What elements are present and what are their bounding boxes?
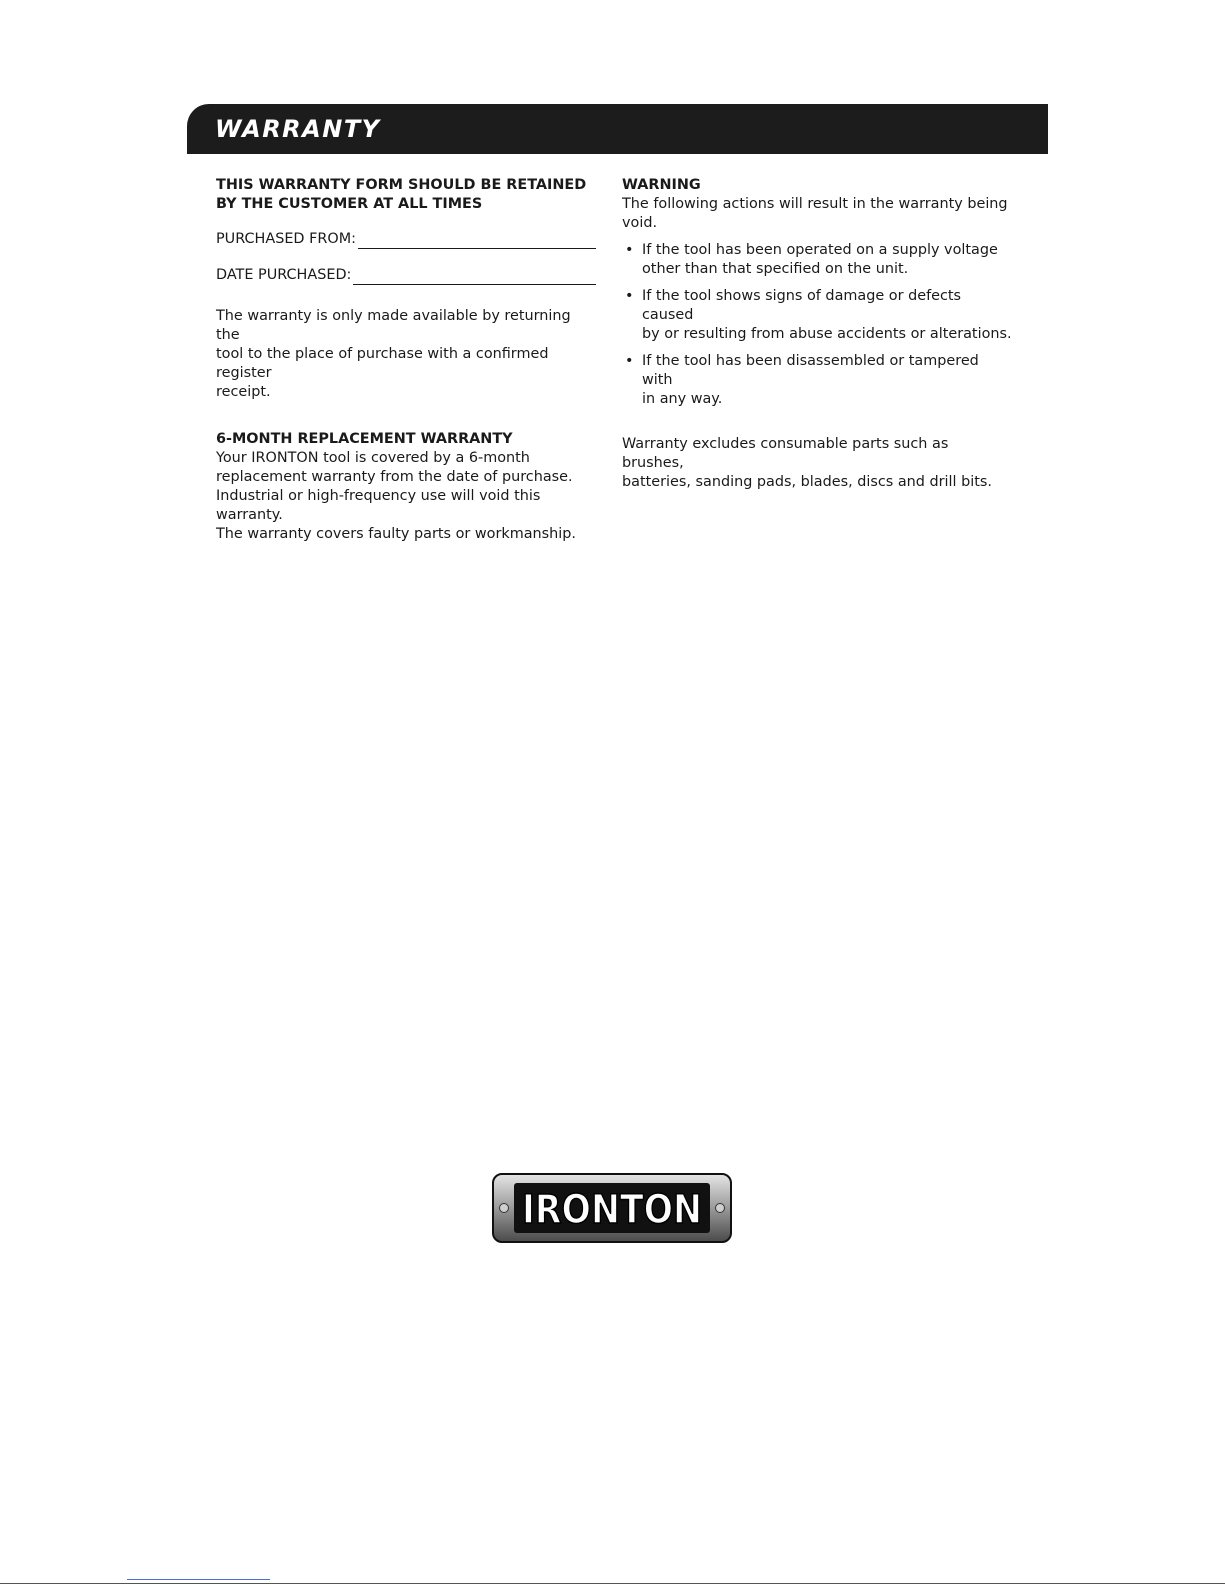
bullet-icon: • xyxy=(625,242,634,258)
ironton-logo-icon xyxy=(492,1173,732,1243)
bullet-icon: • xyxy=(625,288,634,304)
rivet-icon xyxy=(716,1204,725,1213)
retain-heading-line-1: THIS WARRANTY FORM SHOULD BE RETAINED xyxy=(216,177,587,193)
list-item xyxy=(622,241,1012,279)
exclusion-line-2: batteries, sanding pads, blades, discs and drill bits. xyxy=(622,474,992,490)
bullet-line: If the tool shows signs of damage or defects caused xyxy=(642,288,962,323)
exclusion-line-1: Warranty excludes consumable parts such as brushes, xyxy=(622,436,949,471)
replacement-line-2: replacement warranty from the date of purchase. xyxy=(216,469,573,485)
warning-intro: The following actions will result in the warranty being void. xyxy=(622,196,1008,231)
bullet-line: other than that specified on the unit. xyxy=(642,261,909,277)
bullet-line: in any way. xyxy=(642,391,723,407)
replacement-heading: 6-MONTH REPLACEMENT WARRANTY xyxy=(216,431,513,447)
purchased-from-line[interactable] xyxy=(358,233,596,249)
date-purchased-line[interactable] xyxy=(353,269,596,285)
logo-text: IRONTON xyxy=(522,1187,702,1233)
bullet-line: If the tool has been operated on a supply voltage xyxy=(642,242,998,258)
left-column xyxy=(216,176,596,544)
page-edge-line xyxy=(0,1583,1225,1584)
purchased-from-label: PURCHASED FROM: xyxy=(216,231,356,247)
bottom-rule xyxy=(127,1579,270,1580)
bullet-line: by or resulting from abuse accidents or alterations. xyxy=(642,326,1012,342)
list-item xyxy=(622,287,1012,344)
rivet-icon xyxy=(500,1204,509,1213)
availability-line-3: receipt. xyxy=(216,384,271,400)
warning-heading: WARNING xyxy=(622,177,701,193)
purchased-from-field[interactable] xyxy=(216,230,596,249)
bullet-icon: • xyxy=(625,353,634,369)
replacement-line-4: The warranty covers faulty parts or workmanship. xyxy=(216,526,576,542)
banner-title: WARRANTY xyxy=(215,115,381,143)
date-purchased-label: DATE PURCHASED: xyxy=(216,267,352,283)
list-item xyxy=(622,352,1012,409)
replacement-line-3: Industrial or high-frequency use will void this warranty. xyxy=(216,488,541,523)
bullet-line: If the tool has been disassembled or tampered with xyxy=(642,353,979,388)
ironton-logo-svg xyxy=(492,1173,732,1243)
replacement-line-1: Your IRONTON tool is covered by a 6-month xyxy=(216,450,530,466)
warranty-banner xyxy=(187,104,1048,154)
availability-line-2: tool to the place of purchase with a confirmed register xyxy=(216,346,549,381)
right-column xyxy=(622,176,1012,492)
date-purchased-field[interactable] xyxy=(216,266,596,285)
void-conditions-list xyxy=(622,241,1012,409)
availability-line-1: The warranty is only made available by returning the xyxy=(216,308,571,343)
retain-heading-line-2: BY THE CUSTOMER AT ALL TIMES xyxy=(216,196,483,212)
